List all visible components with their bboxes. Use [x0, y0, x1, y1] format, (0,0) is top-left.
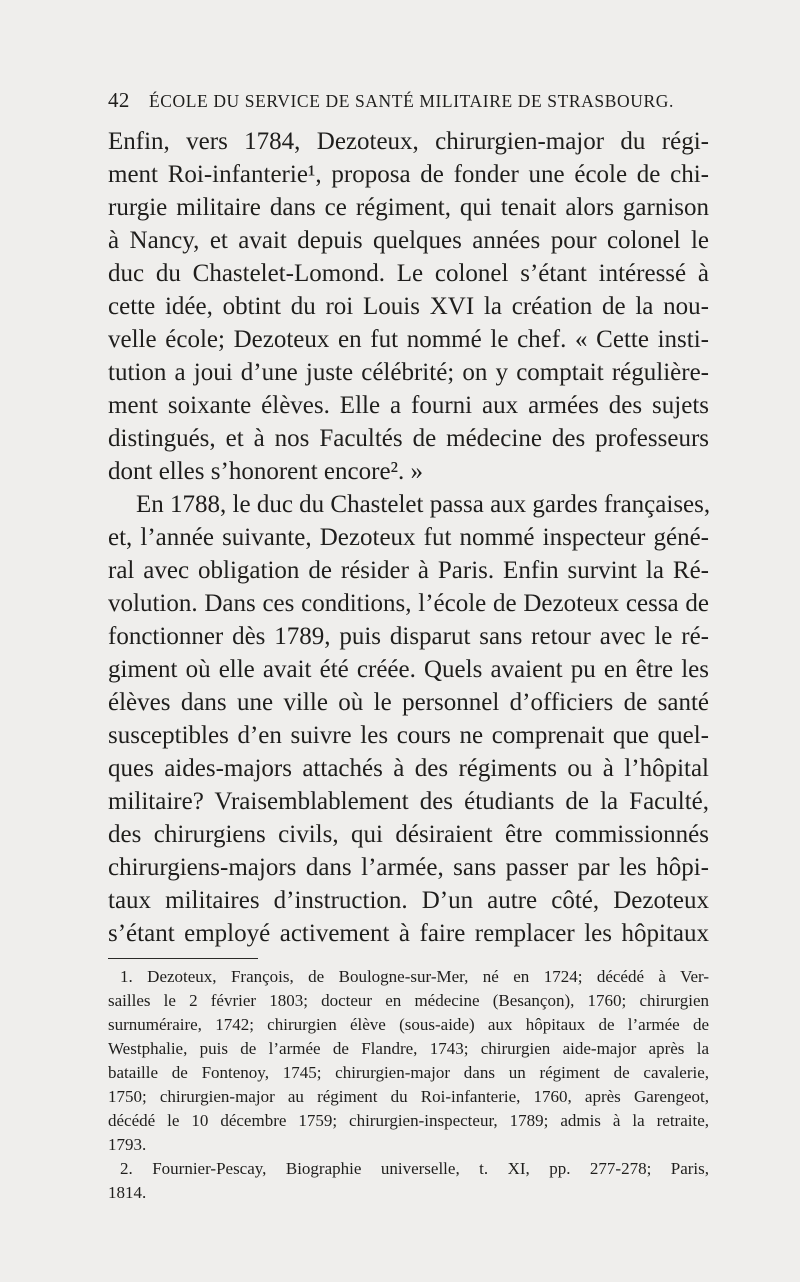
body-line: volution. Dans ces conditions, l’école de Dezoteux cessa de — [108, 590, 709, 617]
body-line: ment soixante élèves. Elle a fourni aux armées des sujets — [108, 392, 709, 419]
body-line: ral avec obligation de résider à Paris. Enfin survint la Ré- — [108, 557, 709, 584]
footnote-line: 2. Fournier-Pescay, Biographie universelle, t. XI, pp. 277-278; Paris, — [120, 1159, 709, 1178]
body-line: et, l’année suivante, Dezoteux fut nommé inspecteur géné- — [108, 524, 709, 551]
body-line: Enfin, vers 1784, Dezoteux, chirurgien-major du régi- — [108, 128, 709, 155]
footnote-line: surnuméraire, 1742; chirurgien élève (sous-aide) aux hôpitaux de l’armée de — [108, 1015, 709, 1034]
body-line: ques aides-majors attachés à des régiments ou à l’hôpital — [108, 755, 709, 782]
footnote-rule — [108, 958, 258, 959]
footnote-line: Westphalie, puis de l’armée de Flandre, 1743; chirurgien aide-major après la — [108, 1039, 709, 1058]
body-line: s’étant employé activement à faire remplacer les hôpitaux — [108, 920, 709, 947]
body-line: taux militaires d’instruction. D’un autre côté, Dezoteux — [108, 887, 709, 914]
body-line: giment où elle avait été créée. Quels avaient pu en être les — [108, 656, 709, 683]
body-line: dont elles s’honorent encore². » — [108, 458, 424, 485]
body-line: rurgie militaire dans ce régiment, qui tenait alors garnison — [108, 194, 709, 221]
footnote-line: 1814. — [108, 1183, 147, 1202]
body-line: fonctionner dès 1789, puis disparut sans retour avec le ré- — [108, 623, 709, 650]
body-line: à Nancy, et avait depuis quelques années pour colonel le — [108, 227, 709, 254]
running-title: ÉCOLE DU SERVICE DE SANTÉ MILITAIRE DE STRASBOURG. — [148, 91, 674, 111]
running-header — [108, 88, 708, 113]
footnote-line: 1. Dezoteux, François, de Boulogne-sur-Mer, né en 1724; décédé à Ver- — [120, 967, 709, 986]
body-line: militaire? Vraisemblablement des étudiants de la Faculté, — [108, 788, 709, 815]
footnote-line: décédé le 10 décembre 1759; chirurgien-inspecteur, 1789; admis à la retraite, — [108, 1111, 709, 1130]
body-line: En 1788, le duc du Chastelet passa aux gardes françaises, — [136, 491, 711, 518]
body-line: susceptibles d’en suivre les cours ne comprenait que quel- — [108, 722, 709, 749]
body-line: velle école; Dezoteux en fut nommé le chef. « Cette insti- — [108, 326, 709, 353]
body-line: chirurgiens-majors dans l’armée, sans passer par les hôpi- — [108, 854, 709, 881]
footnote-line: bataille de Fontenoy, 1745; chirurgien-major dans un régiment de cavalerie, — [108, 1063, 709, 1082]
body-line: ment Roi-infanterie¹, proposa de fonder une école de chi- — [108, 161, 709, 188]
body-line: duc du Chastelet-Lomond. Le colonel s’étant intéressé à — [108, 260, 709, 287]
body-line: distingués, et à nos Facultés de médecine des professeurs — [108, 425, 709, 452]
footnote-line: 1750; chirurgien-major au régiment du Roi-infanterie, 1760, après Garengeot, — [108, 1087, 709, 1106]
footnote-line: sailles le 2 février 1803; docteur en médecine (Besançon), 1760; chirurgien — [108, 991, 709, 1010]
footnote-line: 1793. — [108, 1135, 147, 1154]
page-number: 42 — [108, 88, 130, 112]
body-line: cette idée, obtint du roi Louis XVI la création de la nou- — [108, 293, 709, 320]
body-line: tution a joui d’une juste célébrité; on y comptait régulière- — [108, 359, 709, 386]
body-line: élèves dans une ville où le personnel d’officiers de santé — [108, 689, 709, 716]
body-line: des chirurgiens civils, qui désiraient être commissionnés — [108, 821, 709, 848]
